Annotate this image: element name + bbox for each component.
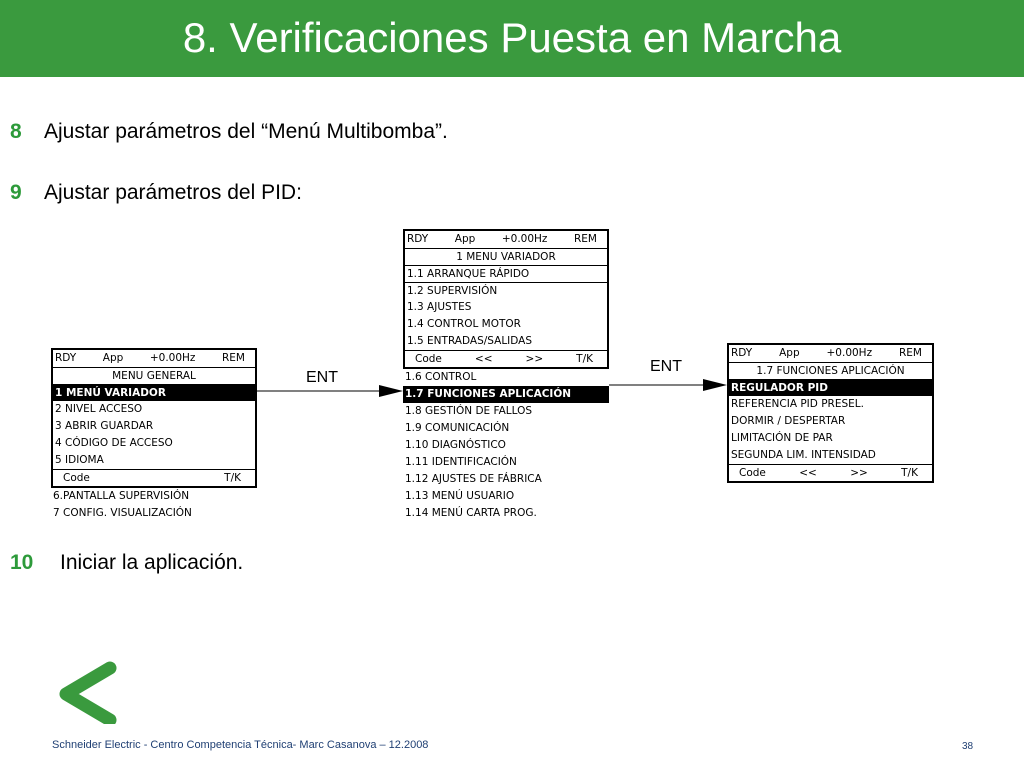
menu-heading: 1.7 FUNCIONES APLICACIÓN bbox=[729, 362, 932, 379]
menu-general-panel bbox=[51, 348, 257, 522]
step-text: Ajustar parámetros del “Menú Multibomba”. bbox=[44, 120, 448, 143]
menu-item[interactable]: 3 ABRIR GUARDAR bbox=[55, 420, 154, 432]
key-code[interactable]: Code bbox=[415, 353, 442, 365]
arrow-right-icon bbox=[257, 384, 403, 398]
status-rdy: RDY bbox=[407, 233, 429, 245]
status-line bbox=[53, 350, 255, 367]
status-frequency: +0.00Hz bbox=[149, 352, 196, 364]
menu-item: 1.12 AJUSTES DE FÁBRICA bbox=[405, 473, 542, 485]
menu-item[interactable]: 1.1 ARRANQUE RÁPIDO bbox=[405, 265, 607, 282]
status-line bbox=[405, 231, 607, 248]
key-next[interactable]: >> bbox=[850, 467, 868, 479]
menu-item[interactable]: 2 NIVEL ACCESO bbox=[55, 403, 143, 415]
menu-item: 1.13 MENÚ USUARIO bbox=[405, 490, 515, 502]
status-app: App bbox=[102, 352, 124, 364]
key-prev[interactable]: << bbox=[474, 353, 493, 365]
page-title: 8. Verificaciones Puesta en Marcha bbox=[182, 14, 842, 61]
status-app: App bbox=[779, 347, 800, 359]
menu-item[interactable]: 1.4 CONTROL MOTOR bbox=[407, 318, 521, 330]
menu-item[interactable]: REFERENCIA PID PRESEL. bbox=[731, 398, 864, 410]
step-text: Iniciar la aplicación. bbox=[60, 551, 244, 574]
step-text: Ajustar parámetros del PID: bbox=[44, 181, 302, 204]
menu-item: 1.14 MENÚ CARTA PROG. bbox=[405, 507, 537, 519]
key-tk[interactable]: T/K bbox=[901, 467, 918, 479]
step-number: 8 bbox=[10, 120, 22, 143]
menu-item[interactable]: LIMITACIÓN DE PAR bbox=[731, 432, 833, 444]
step-9 bbox=[10, 180, 302, 206]
title-bar bbox=[0, 0, 1024, 77]
menu-item: 1.10 DIAGNÓSTICO bbox=[405, 439, 506, 451]
menu-item[interactable]: 4 CÓDIGO DE ACCESO bbox=[55, 437, 173, 449]
footer-credits: Schneider Electric - Centro Competencia Técnica- Marc Casanova – 12.2008 bbox=[52, 739, 429, 751]
menu-item[interactable]: 1.3 AJUSTES bbox=[407, 301, 472, 313]
key-tk[interactable]: T/K bbox=[576, 353, 593, 365]
function-keys bbox=[405, 350, 607, 367]
menu-item[interactable]: SEGUNDA LIM. INTENSIDAD bbox=[731, 449, 876, 461]
menu-item: 1.6 CONTROL bbox=[405, 371, 477, 383]
menu-item-selected[interactable]: REGULADOR PID bbox=[729, 379, 932, 396]
step-10 bbox=[10, 550, 243, 576]
ent-label: ENT bbox=[306, 369, 338, 386]
step-number: 9 bbox=[10, 181, 22, 204]
menu-heading: MENU GENERAL bbox=[53, 367, 255, 384]
ent-label: ENT bbox=[650, 358, 682, 375]
status-frequency: +0.00Hz bbox=[826, 347, 873, 359]
menu-item-selected[interactable]: 1 MENÚ VARIADOR bbox=[53, 384, 255, 401]
menu-item: 1.11 IDENTIFICACIÓN bbox=[405, 456, 517, 468]
key-prev[interactable]: << bbox=[799, 467, 817, 479]
key-code[interactable]: Code bbox=[739, 467, 766, 479]
status-rem: REM bbox=[221, 352, 245, 364]
page-number: 38 bbox=[962, 741, 974, 752]
status-app: App bbox=[454, 233, 476, 245]
status-rem: REM bbox=[573, 233, 597, 245]
funciones-aplicacion-display bbox=[727, 343, 934, 483]
arrow-right-icon bbox=[609, 378, 727, 392]
status-rdy: RDY bbox=[55, 352, 77, 364]
key-tk[interactable]: T/K bbox=[224, 472, 241, 484]
menu-item[interactable]: 1.2 SUPERVISIÓN bbox=[405, 282, 607, 299]
funciones-aplicacion-panel bbox=[727, 343, 934, 483]
step-number: 10 bbox=[10, 551, 34, 574]
key-next[interactable]: >> bbox=[525, 353, 544, 365]
status-frequency: +0.00Hz bbox=[501, 233, 548, 245]
menu-item: 6.PANTALLA SUPERVISIÓN bbox=[53, 490, 190, 502]
chevron-left-icon bbox=[54, 660, 118, 724]
menu-variador-display bbox=[403, 229, 609, 369]
menu-item: 1.9 COMUNICACIÓN bbox=[405, 422, 510, 434]
menu-heading: 1 MENU VARIADOR bbox=[405, 248, 607, 265]
function-keys bbox=[53, 469, 255, 486]
menu-item[interactable]: 1.5 ENTRADAS/SALIDAS bbox=[407, 335, 533, 347]
menu-variador-panel bbox=[403, 229, 609, 522]
key-code[interactable]: Code bbox=[63, 472, 90, 484]
menu-item: 7 CONFIG. VISUALIZACIÓN bbox=[53, 507, 192, 519]
step-8 bbox=[10, 119, 448, 145]
function-keys bbox=[729, 464, 932, 481]
status-line bbox=[729, 345, 932, 362]
status-rem: REM bbox=[898, 347, 922, 359]
menu-general-display bbox=[51, 348, 257, 488]
status-rdy: RDY bbox=[731, 347, 753, 359]
menu-item-selected[interactable]: 1.7 FUNCIONES APLICACIÓN bbox=[403, 386, 609, 403]
menu-item[interactable]: DORMIR / DESPERTAR bbox=[731, 415, 846, 427]
menu-item: 1.8 GESTIÓN DE FALLOS bbox=[405, 405, 533, 417]
menu-item[interactable]: 5 IDIOMA bbox=[55, 454, 104, 466]
